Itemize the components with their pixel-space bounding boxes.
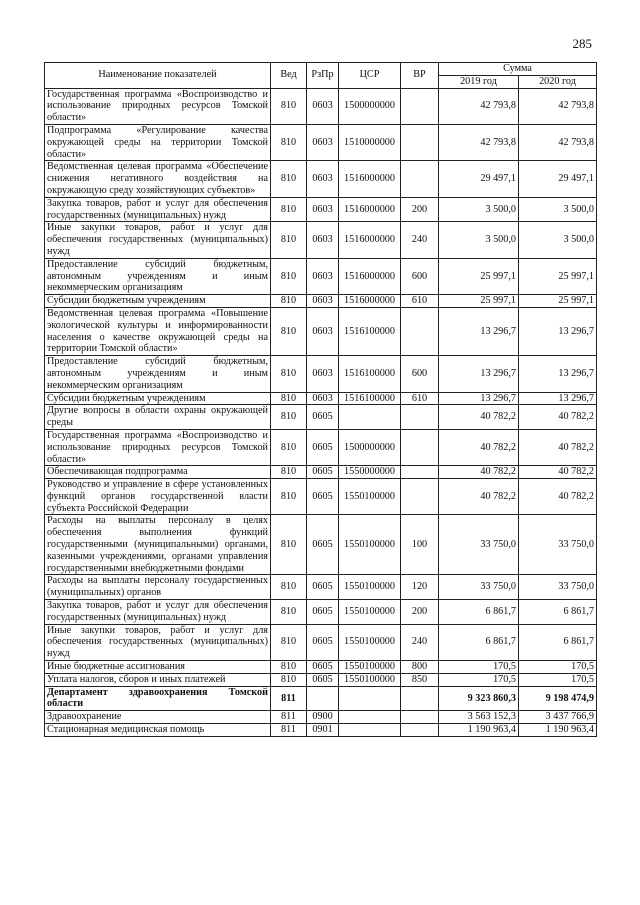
- cell-vr: [401, 429, 439, 465]
- cell-sum-2020: 40 782,2: [519, 405, 597, 430]
- cell-rzpr: 0605: [307, 600, 339, 625]
- cell-name: Закупка товаров, работ и услуг для обеспечения государственных (муниципальных) нужд: [45, 600, 271, 625]
- header-rzpr: РзПр: [307, 63, 339, 89]
- cell-name: Закупка товаров, работ и услуг для обеспечения государственных (муниципальных) нужд: [45, 197, 271, 222]
- cell-name: Уплата налогов, сборов и иных платежей: [45, 673, 271, 686]
- cell-name: Предоставление субсидий бюджетным, автономным учреждениям и иным некоммерческим организациям: [45, 356, 271, 392]
- cell-ved: 810: [271, 222, 307, 258]
- cell-name: Иные бюджетные ассигнования: [45, 661, 271, 674]
- cell-rzpr: 0603: [307, 258, 339, 294]
- cell-sum-2020: 3 500,0: [519, 222, 597, 258]
- cell-rzpr: 0605: [307, 624, 339, 660]
- cell-rzpr: 0605: [307, 673, 339, 686]
- cell-name: Государственная программа «Воспроизводство и использование природных ресурсов Томской области»: [45, 429, 271, 465]
- cell-name: Расходы на выплаты персоналу государственных (муниципальных) органов: [45, 575, 271, 600]
- header-vr: ВР: [401, 63, 439, 89]
- cell-name: Иные закупки товаров, работ и услуг для обеспечения государственных (муниципальных) нужд: [45, 222, 271, 258]
- cell-name: Иные закупки товаров, работ и услуг для обеспечения государственных (муниципальных) нужд: [45, 624, 271, 660]
- cell-rzpr: 0603: [307, 307, 339, 355]
- cell-vr: 200: [401, 600, 439, 625]
- cell-csr: [339, 711, 401, 724]
- cell-sum-2020: 42 793,8: [519, 88, 597, 124]
- cell-name: Другие вопросы в области охраны окружающей среды: [45, 405, 271, 430]
- cell-name: Субсидии бюджетным учреждениям: [45, 295, 271, 308]
- cell-name: Подпрограмма «Регулирование качества окружающей среды на территории Томской области»: [45, 124, 271, 160]
- cell-ved: 810: [271, 624, 307, 660]
- cell-vr: [401, 724, 439, 737]
- cell-rzpr: 0605: [307, 466, 339, 479]
- cell-csr: [339, 686, 401, 711]
- cell-sum-2019: 1 190 963,4: [439, 724, 519, 737]
- cell-name: Ведомственная целевая программа «Повышение экологической культуры и информированности населения о качестве окружающей среды на территории Томской области»: [45, 307, 271, 355]
- table-row: [45, 711, 597, 724]
- cell-sum-2019: 3 500,0: [439, 197, 519, 222]
- cell-csr: 1550100000: [339, 479, 401, 515]
- cell-sum-2020: 29 497,1: [519, 161, 597, 197]
- cell-ved: 810: [271, 405, 307, 430]
- cell-csr: 1500000000: [339, 429, 401, 465]
- cell-rzpr: 0901: [307, 724, 339, 737]
- cell-sum-2019: 33 750,0: [439, 515, 519, 575]
- cell-rzpr: 0603: [307, 356, 339, 392]
- cell-rzpr: 0603: [307, 222, 339, 258]
- cell-csr: 1516000000: [339, 197, 401, 222]
- cell-ved: 810: [271, 88, 307, 124]
- cell-vr: [401, 88, 439, 124]
- table-row: [45, 307, 597, 355]
- cell-csr: 1550100000: [339, 661, 401, 674]
- table-row: [45, 673, 597, 686]
- page-number: 285: [572, 36, 592, 51]
- cell-sum-2019: 13 296,7: [439, 307, 519, 355]
- cell-ved: 810: [271, 295, 307, 308]
- cell-rzpr: 0605: [307, 575, 339, 600]
- cell-sum-2020: 6 861,7: [519, 624, 597, 660]
- cell-vr: 850: [401, 673, 439, 686]
- cell-name: Расходы на выплаты персоналу в целях обеспечения выполнения функций государственными (муниципальными) органами, казенными учреждениями, органами управления государственными внебюджетными фондами: [45, 515, 271, 575]
- cell-sum-2019: 42 793,8: [439, 124, 519, 160]
- cell-name: Субсидии бюджетным учреждениям: [45, 392, 271, 405]
- cell-sum-2020: 13 296,7: [519, 356, 597, 392]
- cell-ved: 810: [271, 197, 307, 222]
- cell-name: Государственная программа «Воспроизводство и использование природных ресурсов Томской области»: [45, 88, 271, 124]
- cell-sum-2019: 6 861,7: [439, 624, 519, 660]
- cell-sum-2020: 13 296,7: [519, 392, 597, 405]
- cell-ved: 810: [271, 515, 307, 575]
- cell-csr: 1550100000: [339, 575, 401, 600]
- table-row: [45, 479, 597, 515]
- cell-ved: 810: [271, 356, 307, 392]
- table-row: [45, 686, 597, 711]
- cell-sum-2020: 42 793,8: [519, 124, 597, 160]
- cell-csr: 1516000000: [339, 258, 401, 294]
- cell-sum-2020: 25 997,1: [519, 258, 597, 294]
- table-row: [45, 258, 597, 294]
- cell-csr: [339, 724, 401, 737]
- table-row: [45, 600, 597, 625]
- cell-vr: 240: [401, 624, 439, 660]
- cell-sum-2020: 1 190 963,4: [519, 724, 597, 737]
- table-row: [45, 392, 597, 405]
- cell-ved: 811: [271, 686, 307, 711]
- cell-vr: 800: [401, 661, 439, 674]
- cell-rzpr: 0605: [307, 661, 339, 674]
- cell-ved: 810: [271, 661, 307, 674]
- cell-csr: 1550100000: [339, 515, 401, 575]
- cell-csr: 1550100000: [339, 673, 401, 686]
- cell-csr: 1510000000: [339, 124, 401, 160]
- cell-vr: [401, 686, 439, 711]
- cell-rzpr: 0605: [307, 479, 339, 515]
- cell-ved: 810: [271, 575, 307, 600]
- cell-name: Руководство и управление в сфере установленных функций органов государственной власти субъекта Российской Федерации: [45, 479, 271, 515]
- cell-sum-2019: 29 497,1: [439, 161, 519, 197]
- cell-vr: 610: [401, 392, 439, 405]
- cell-vr: [401, 405, 439, 430]
- cell-sum-2020: 33 750,0: [519, 515, 597, 575]
- cell-ved: 810: [271, 479, 307, 515]
- cell-rzpr: 0605: [307, 405, 339, 430]
- table-row: [45, 405, 597, 430]
- cell-vr: [401, 466, 439, 479]
- cell-rzpr: [307, 686, 339, 711]
- cell-csr: 1516000000: [339, 295, 401, 308]
- cell-rzpr: 0603: [307, 88, 339, 124]
- table-row: [45, 624, 597, 660]
- budget-table: [44, 62, 597, 737]
- cell-csr: 1516000000: [339, 222, 401, 258]
- cell-sum-2020: 170,5: [519, 673, 597, 686]
- cell-sum-2019: 40 782,2: [439, 479, 519, 515]
- table-row: [45, 124, 597, 160]
- cell-vr: [401, 124, 439, 160]
- cell-csr: 1550100000: [339, 624, 401, 660]
- cell-sum-2020: 40 782,2: [519, 466, 597, 479]
- cell-csr: 1516100000: [339, 356, 401, 392]
- cell-ved: 811: [271, 724, 307, 737]
- cell-csr: 1516100000: [339, 392, 401, 405]
- cell-sum-2020: 170,5: [519, 661, 597, 674]
- cell-sum-2019: 3 500,0: [439, 222, 519, 258]
- cell-sum-2019: 13 296,7: [439, 392, 519, 405]
- cell-rzpr: 0900: [307, 711, 339, 724]
- cell-sum-2019: 33 750,0: [439, 575, 519, 600]
- cell-ved: 810: [271, 466, 307, 479]
- header-csr: ЦСР: [339, 63, 401, 89]
- table-row: [45, 661, 597, 674]
- cell-sum-2019: 25 997,1: [439, 295, 519, 308]
- table-body: [45, 88, 597, 736]
- cell-vr: 600: [401, 356, 439, 392]
- cell-vr: [401, 711, 439, 724]
- cell-vr: 100: [401, 515, 439, 575]
- cell-sum-2019: 40 782,2: [439, 466, 519, 479]
- cell-sum-2020: 6 861,7: [519, 600, 597, 625]
- cell-rzpr: 0603: [307, 392, 339, 405]
- cell-ved: 810: [271, 673, 307, 686]
- cell-rzpr: 0605: [307, 429, 339, 465]
- cell-ved: 810: [271, 429, 307, 465]
- cell-sum-2020: 9 198 474,9: [519, 686, 597, 711]
- cell-sum-2019: 13 296,7: [439, 356, 519, 392]
- cell-ved: 810: [271, 258, 307, 294]
- cell-csr: [339, 405, 401, 430]
- cell-ved: 810: [271, 600, 307, 625]
- cell-sum-2020: 13 296,7: [519, 307, 597, 355]
- header-year-2020: 2020 год: [519, 75, 597, 88]
- table-row: [45, 222, 597, 258]
- cell-ved: 810: [271, 307, 307, 355]
- cell-sum-2020: 25 997,1: [519, 295, 597, 308]
- cell-sum-2019: 170,5: [439, 673, 519, 686]
- cell-rzpr: 0605: [307, 515, 339, 575]
- cell-name: Предоставление субсидий бюджетным, автономным учреждениям и иным некоммерческим организациям: [45, 258, 271, 294]
- table-row: [45, 88, 597, 124]
- table-row: [45, 356, 597, 392]
- cell-vr: [401, 479, 439, 515]
- cell-vr: 200: [401, 197, 439, 222]
- table-row: [45, 197, 597, 222]
- table-row: [45, 161, 597, 197]
- header-year-2019: 2019 год: [439, 75, 519, 88]
- cell-vr: 610: [401, 295, 439, 308]
- cell-vr: [401, 161, 439, 197]
- header-ved: Вед: [271, 63, 307, 89]
- cell-csr: 1550100000: [339, 600, 401, 625]
- cell-ved: 810: [271, 124, 307, 160]
- cell-rzpr: 0603: [307, 124, 339, 160]
- cell-sum-2019: 40 782,2: [439, 429, 519, 465]
- table-row: [45, 295, 597, 308]
- cell-csr: 1500000000: [339, 88, 401, 124]
- cell-sum-2020: 40 782,2: [519, 479, 597, 515]
- cell-sum-2020: 3 437 766,9: [519, 711, 597, 724]
- cell-sum-2019: 170,5: [439, 661, 519, 674]
- cell-sum-2020: 40 782,2: [519, 429, 597, 465]
- cell-sum-2020: 3 500,0: [519, 197, 597, 222]
- cell-sum-2019: 9 323 860,3: [439, 686, 519, 711]
- header-name: Наименование показателей: [45, 63, 271, 89]
- cell-name: Обеспечивающая подпрограмма: [45, 466, 271, 479]
- table-row: [45, 515, 597, 575]
- table-row: [45, 429, 597, 465]
- table-row: [45, 724, 597, 737]
- cell-ved: 810: [271, 392, 307, 405]
- cell-sum-2019: 6 861,7: [439, 600, 519, 625]
- cell-sum-2019: 42 793,8: [439, 88, 519, 124]
- cell-sum-2019: 3 563 152,3: [439, 711, 519, 724]
- cell-name: Здравоохранение: [45, 711, 271, 724]
- cell-sum-2019: 40 782,2: [439, 405, 519, 430]
- cell-csr: 1516000000: [339, 161, 401, 197]
- cell-rzpr: 0603: [307, 295, 339, 308]
- cell-sum-2020: 33 750,0: [519, 575, 597, 600]
- table-row: [45, 575, 597, 600]
- cell-name: Ведомственная целевая программа «Обеспечение снижения негативного воздействия на окружающую среду хозяйствующих субъектов»: [45, 161, 271, 197]
- cell-rzpr: 0603: [307, 161, 339, 197]
- cell-ved: 810: [271, 161, 307, 197]
- cell-vr: 120: [401, 575, 439, 600]
- table-row: [45, 466, 597, 479]
- cell-sum-2019: 25 997,1: [439, 258, 519, 294]
- cell-csr: 1550000000: [339, 466, 401, 479]
- header-sum: Сумма: [439, 63, 597, 76]
- cell-vr: [401, 307, 439, 355]
- cell-vr: 600: [401, 258, 439, 294]
- cell-vr: 240: [401, 222, 439, 258]
- cell-rzpr: 0603: [307, 197, 339, 222]
- cell-name: Стационарная медицинская помощь: [45, 724, 271, 737]
- cell-csr: 1516100000: [339, 307, 401, 355]
- cell-ved: 811: [271, 711, 307, 724]
- cell-name: Департамент здравоохранения Томской области: [45, 686, 271, 711]
